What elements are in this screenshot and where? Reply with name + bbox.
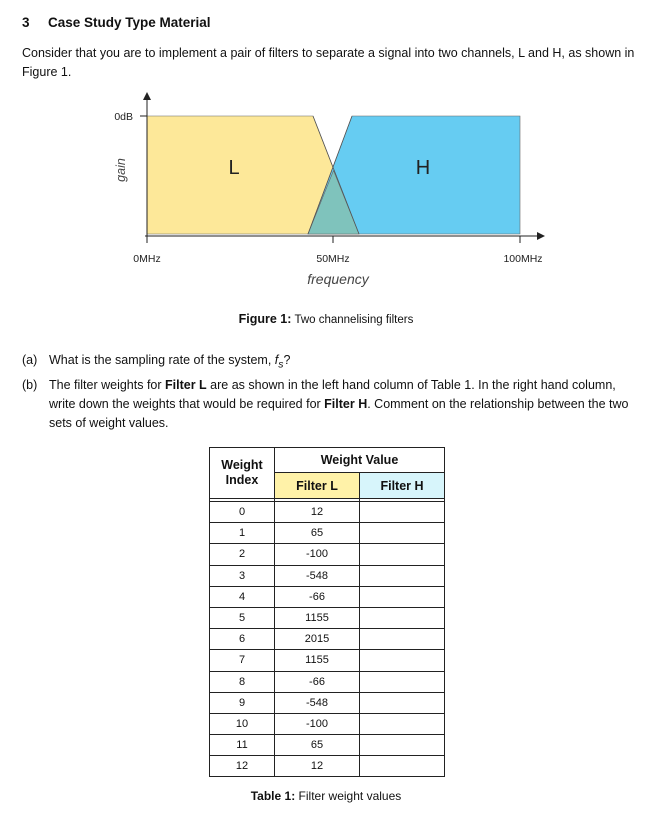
table-row	[210, 756, 445, 777]
filter-l-cell: 1155	[275, 607, 360, 628]
y-axis-arrow	[143, 92, 151, 100]
y-tick-label: 0dB	[114, 111, 133, 123]
filter-h-cell[interactable]	[360, 544, 445, 565]
filter-h-cell[interactable]	[360, 713, 445, 734]
filter-l-header: Filter L	[275, 473, 360, 499]
filter-l-cell: 1155	[275, 650, 360, 671]
table-row	[210, 735, 445, 756]
table-caption-text: Filter weight values	[298, 789, 402, 803]
intro-paragraph: Consider that you are to implement a pair of filters to separate a signal into two channels, L and H, as shown in Figure 1.	[22, 46, 635, 79]
weight-index-cell: 0	[210, 502, 275, 523]
weight-index-cell: 3	[210, 565, 275, 586]
filter-l-cell: 65	[275, 735, 360, 756]
filter-l-cell: -100	[275, 544, 360, 565]
filter-l-cell: -66	[275, 586, 360, 607]
figure-caption-text: Two channelising filters	[294, 314, 414, 326]
table-row	[210, 629, 445, 650]
band-high-label: H	[415, 157, 431, 179]
weight-index-cell: 1	[210, 523, 275, 544]
weight-index-cell: 6	[210, 629, 275, 650]
table-row	[210, 713, 445, 734]
table-row	[210, 544, 445, 565]
weight-index-cell: 10	[210, 713, 275, 734]
filter-h-cell[interactable]	[360, 692, 445, 713]
filter-l-cell: -548	[275, 692, 360, 713]
weight-value-header: Weight Value	[275, 448, 445, 473]
filter-l-cell: 65	[275, 523, 360, 544]
band-low-label: L	[228, 157, 240, 179]
filter-weights-table	[209, 447, 445, 777]
section-number: 3	[22, 15, 30, 30]
weight-index-cell: 7	[210, 650, 275, 671]
weight-index-cell: 9	[210, 692, 275, 713]
section-title: Case Study Type Material	[48, 15, 211, 30]
weight-index-cell: 5	[210, 607, 275, 628]
question-a-label: (a)	[22, 353, 38, 367]
filter-h-cell[interactable]	[360, 565, 445, 586]
weight-index-cell: 4	[210, 586, 275, 607]
y-axis-label: gain	[114, 158, 128, 182]
filter-h-cell[interactable]	[360, 629, 445, 650]
table-row	[210, 671, 445, 692]
table-row	[210, 692, 445, 713]
filter-l-cell: -548	[275, 565, 360, 586]
filter-h-header: Filter H	[360, 473, 445, 499]
weight-index-cell: 12	[210, 756, 275, 777]
table-row	[210, 650, 445, 671]
index-header: Weight Index	[210, 448, 275, 499]
table-caption-label: Table 1:	[250, 789, 296, 803]
filter-h-cell[interactable]	[360, 650, 445, 671]
weights-body	[210, 502, 445, 777]
question-b-text: The filter weights for Filter L are as shown in the left hand column of Table 1. In the right hand column, write down the weights that would be required for Filter H. Comment on the relationship between the two sets of weight values.	[49, 378, 629, 430]
filter-h-cell[interactable]	[360, 735, 445, 756]
filter-l-cell: -66	[275, 671, 360, 692]
filter-h-cell[interactable]	[360, 671, 445, 692]
filter-h-cell[interactable]	[360, 586, 445, 607]
filter-h-cell[interactable]	[360, 756, 445, 777]
table-row	[210, 523, 445, 544]
filter-h-cell[interactable]	[360, 523, 445, 544]
filter-l-cell: 2015	[275, 629, 360, 650]
table-row	[210, 607, 445, 628]
weight-index-cell: 2	[210, 544, 275, 565]
table-caption	[0, 789, 652, 803]
x-tick-label-0: 0MHz	[133, 253, 161, 265]
filter-h-cell[interactable]	[360, 607, 445, 628]
table-row	[210, 586, 445, 607]
table-row	[210, 502, 445, 523]
filter-l-cell: 12	[275, 502, 360, 523]
x-tick-label-100: 100MHz	[503, 253, 543, 265]
x-axis-label: frequency	[307, 271, 369, 287]
question-a-text: What is the sampling rate of the system, $f_s$?	[49, 353, 291, 371]
weight-index-cell: 8	[210, 671, 275, 692]
filter-l-cell: -100	[275, 713, 360, 734]
figure-caption	[0, 312, 652, 326]
x-tick-label-50: 50MHz	[316, 253, 350, 265]
weight-index-cell: 11	[210, 735, 275, 756]
question-a	[22, 351, 637, 375]
table-row	[210, 565, 445, 586]
filter-h-cell[interactable]	[360, 502, 445, 523]
question-b	[22, 376, 637, 433]
figure-caption-label: Figure 1:	[238, 312, 292, 326]
question-b-label: (b)	[22, 378, 38, 392]
filter-l-cell: 12	[275, 756, 360, 777]
x-axis-arrow	[537, 232, 545, 240]
filter-response-figure	[0, 0, 652, 300]
